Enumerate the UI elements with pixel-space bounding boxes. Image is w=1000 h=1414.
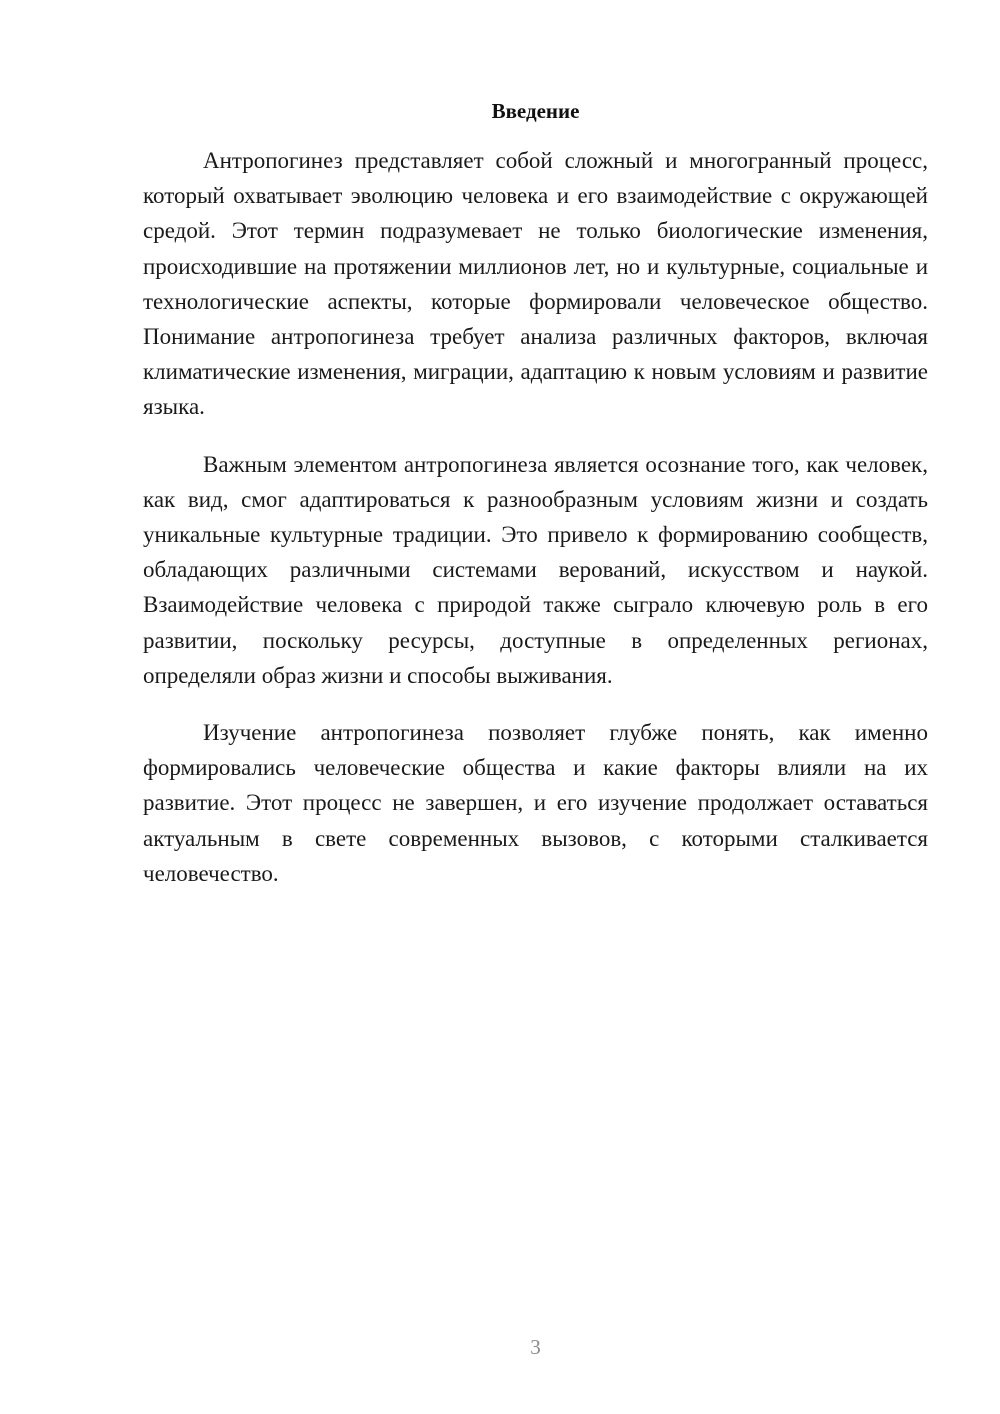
paragraph-3: Изучение антропогинеза позволяет глубже понять, как именно формировались человеческие общества и какие факторы влияли на их развитие. Этот процесс не завершен, и его изучение продолжает оставаться актуальным в свете современных вызовов, с которыми сталкивается человечество. (143, 720, 928, 886)
paragraph-2: Важным элементом антропогинеза является осознание того, как человек, как вид, смог адаптироваться к разнообразным условиям жизни и создать уникальные культурные традиции. Это привело к формированию сообществ, обладающих различными системами верований, искусством и наукой. Взаимодействие человека с природой также сыграло ключевую роль в его развитии, поскольку ресурсы, доступные в определенных регионах, определяли образ жизни и способы выживания. (143, 451, 928, 688)
page-number: 3 (530, 1335, 541, 1359)
body-text (143, 143, 928, 913)
page-title: Введение (491, 99, 580, 123)
paragraph-1: Антропогинез представляет собой сложный и многогранный процесс, который охватывает эволюцию человека и его взаимодействие с окружающей средой. Этот термин подразумевает не только биологические изменения, происходившие на протяжении миллионов лет, но и культурные, социальные и технологические аспекты, которые формировали человеческое общество. Понимание антропогинеза требует анализа различных факторов, включая климатические изменения, миграции, адаптацию к новым условиям и развитие языка. (143, 148, 928, 420)
